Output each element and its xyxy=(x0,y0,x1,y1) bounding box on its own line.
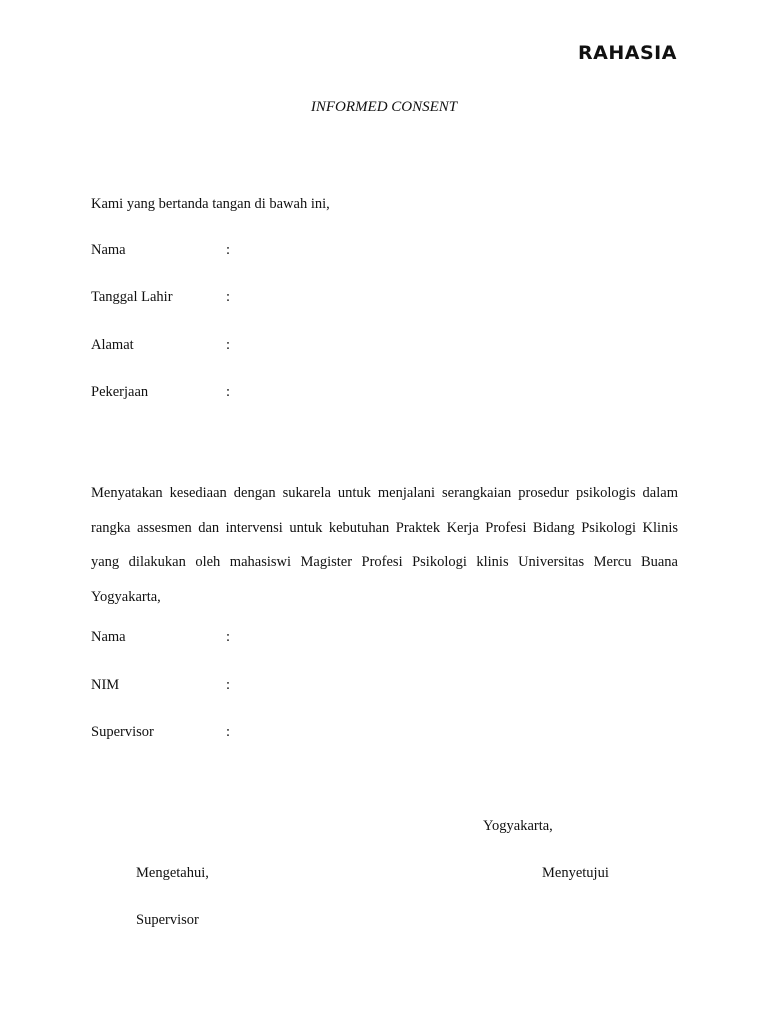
field-label-pekerjaan: Pekerjaan xyxy=(91,384,149,400)
left-signature-role: Supervisor xyxy=(136,912,199,928)
field-colon: : xyxy=(226,677,231,693)
field-colon: : xyxy=(226,629,231,645)
field-label-alamat: Alamat xyxy=(91,337,134,353)
document-title: INFORMED CONSENT xyxy=(310,99,458,115)
field-label-supervisor: Supervisor xyxy=(91,724,154,740)
field-colon: : xyxy=(226,289,231,305)
consent-statement: Menyatakan kesediaan dengan sukarela untuk menjalani serangkaian prosedur psikologis dalam rangka assesmen dan intervensi untuk kebutuhan Praktek Kerja Profesi Bidang Psikologi Klinis yang dilakukan oleh mahasiswi Magister Profesi Psikologi klinis Universitas Mercu Buana Yogyakarta, xyxy=(91,485,678,605)
intro-text: Kami yang bertanda tangan di bawah ini, xyxy=(91,196,330,212)
field-colon: : xyxy=(226,242,231,258)
right-signature-label: Menyetujui xyxy=(542,865,609,881)
field-label-tanggal-lahir: Tanggal Lahir xyxy=(91,289,173,305)
left-signature-label: Mengetahui, xyxy=(136,865,209,881)
field-colon: : xyxy=(226,384,231,400)
field-label-nim: NIM xyxy=(91,677,120,693)
field-label-nama-mahasiswa: Nama xyxy=(91,629,126,645)
field-colon: : xyxy=(226,337,231,353)
field-label-nama: Nama xyxy=(91,242,126,258)
place-date: Yogyakarta, xyxy=(483,818,553,834)
classification-label: RAHASIA xyxy=(578,42,677,64)
field-colon: : xyxy=(226,724,231,740)
